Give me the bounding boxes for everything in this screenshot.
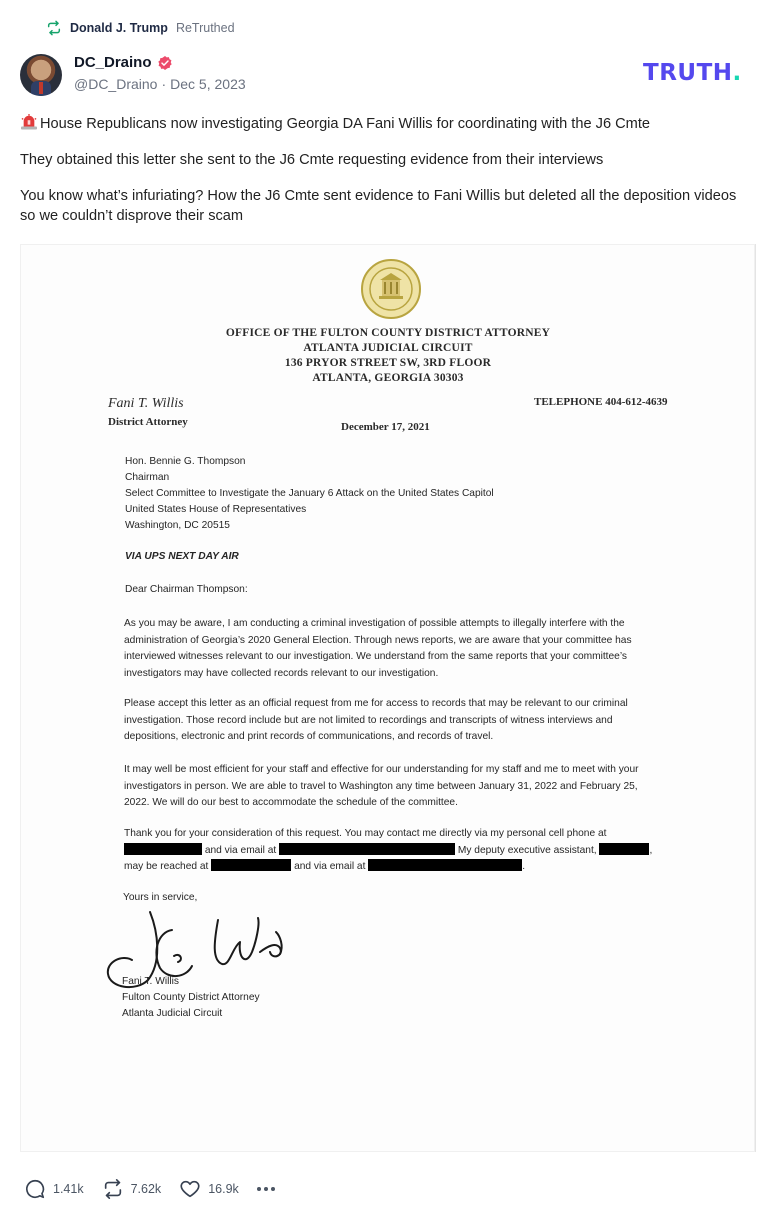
letterhead-line-4: ATLANTA, GEORGIA 30303 xyxy=(312,372,464,384)
contact-text: and via email at xyxy=(204,844,277,856)
contact-text: . xyxy=(522,861,526,872)
siren-emoji-icon xyxy=(20,114,38,130)
signer-block xyxy=(122,974,260,1022)
reply-icon xyxy=(24,1178,46,1200)
author-name-row xyxy=(74,54,246,71)
post-actions xyxy=(24,1176,275,1202)
contact-text: My deputy executive assistant, xyxy=(457,844,597,856)
address-line: Washington, DC 20515 xyxy=(125,520,230,531)
retruth-icon xyxy=(102,1178,124,1200)
salutation: Dear Chairman Thompson: xyxy=(125,584,248,595)
redaction-bar xyxy=(599,843,649,855)
verified-icon xyxy=(157,55,173,71)
truth-logo[interactable] xyxy=(643,60,742,86)
post-line-1-text: House Republicans now investigating Georgia DA Fani Willis for coordinating with the J6 Cmte xyxy=(40,116,650,132)
address-line: Chairman xyxy=(125,472,170,483)
more-icon xyxy=(271,1187,275,1191)
author-handle[interactable]: @DC_Draino xyxy=(74,76,158,92)
redaction-bar xyxy=(124,843,202,855)
address-line: Select Committee to Investigate the January 6 Attack on the United States Capitol xyxy=(125,488,494,499)
signer-line: Fulton County District Attorney xyxy=(122,992,260,1003)
letter-contact-paragraph xyxy=(124,826,664,876)
post-line-3: You know what’s infuriating? How the J6 Cmte sent evidence to Fani Willis but deleted all the deposition videos so we couldn’t disprove their scam xyxy=(20,188,737,224)
avatar[interactable] xyxy=(20,54,62,96)
recipient-address xyxy=(125,454,494,534)
more-icon xyxy=(264,1187,268,1191)
letter-paragraph-2: Please accept this letter as an official request from me for access to records that may be relevant to our criminal investigation. Those record include but are not limited to recordings and transcripts of witness interviews and depositions, electronic and print records of communications, and records of travel. xyxy=(124,698,628,742)
signer-line: Atlanta Judicial Circuit xyxy=(122,1008,223,1019)
letter-date: December 17, 2021 xyxy=(341,421,430,433)
address-line: United States House of Representatives xyxy=(125,504,307,515)
letterhead-line-2: ATLANTA JUDICIAL CIRCUIT xyxy=(303,342,473,354)
contact-text: , may be reached at xyxy=(124,844,653,872)
retruth-verb: ReTruthed xyxy=(175,21,235,35)
like-count: 16.9k xyxy=(208,1182,239,1196)
like-button[interactable] xyxy=(179,1178,239,1200)
retruth-button[interactable] xyxy=(102,1178,162,1200)
post-body xyxy=(20,114,740,242)
retruth-icon xyxy=(46,20,62,36)
more-icon xyxy=(257,1187,261,1191)
author-text xyxy=(74,54,246,92)
post-date[interactable]: Dec 5, 2023 xyxy=(170,76,246,92)
retruth-count: 7.62k xyxy=(130,1182,162,1196)
letterhead-line-1: OFFICE OF THE FULTON COUNTY DISTRICT ATTORNEY xyxy=(225,327,551,339)
redaction-bar xyxy=(279,843,455,855)
author-meta xyxy=(74,76,246,92)
closing: Yours in service, xyxy=(123,892,198,903)
delivery-method: VIA UPS NEXT DAY AIR xyxy=(125,551,239,562)
da-title: District Attorney xyxy=(108,416,188,428)
reply-count: 1.41k xyxy=(53,1182,84,1196)
attached-letter-image[interactable] xyxy=(20,244,756,1152)
letter-paragraph-3: It may well be most efficient for your staff and effective for our understanding for my staff and me to meet with your investigators in person. We are able to travel to Washington any time between January 31, 2022 and February 25, 2022. We will do our best to accommodate the schedule of the committee. xyxy=(124,764,639,808)
address-line: Hon. Bennie G. Thompson xyxy=(125,456,246,467)
post-line-2: They obtained this letter she sent to the J6 Cmte requesting evidence from their interviews xyxy=(20,152,604,168)
post-line-1 xyxy=(20,114,740,134)
signer-line: Fani T. Willis xyxy=(122,976,179,987)
redaction-bar xyxy=(368,859,522,871)
more-options-button[interactable] xyxy=(257,1187,275,1191)
letter-paragraph-1: As you may be aware, I am conducting a criminal investigation of possible attempts to illegally interfere with the administration of Georgia’s 2020 General Election. Through news reports, we are aware that your committee has interviewed witnesses relevant to our investigation. We understand from the same reports that your committee’s investigators may have collected records relevant to our investigation. xyxy=(124,618,632,679)
heart-icon xyxy=(179,1178,201,1200)
retruth-user[interactable]: Donald J. Trump xyxy=(70,21,168,35)
redaction-bar xyxy=(211,859,291,871)
fulton-county-seal-icon xyxy=(360,258,422,320)
letterhead-line-3: 136 PRYOR STREET SW, 3RD FLOOR xyxy=(284,357,492,369)
truth-logo-dot: . xyxy=(732,60,742,86)
telephone: TELEPHONE 404-612-4639 xyxy=(534,396,668,408)
contact-text: and via email at xyxy=(294,861,366,872)
reply-button[interactable] xyxy=(24,1178,84,1200)
truth-logo-text: TRUTH xyxy=(643,60,733,86)
retruth-bar xyxy=(46,18,235,38)
contact-text: Thank you for your consideration of this request. You may contact me directly via my personal cell phone at xyxy=(124,828,607,839)
meta-separator: · xyxy=(161,76,167,92)
letterhead-signature: Fani T. Willis xyxy=(108,396,184,411)
post-author xyxy=(20,54,246,96)
author-name[interactable]: DC_Draino xyxy=(74,54,152,71)
